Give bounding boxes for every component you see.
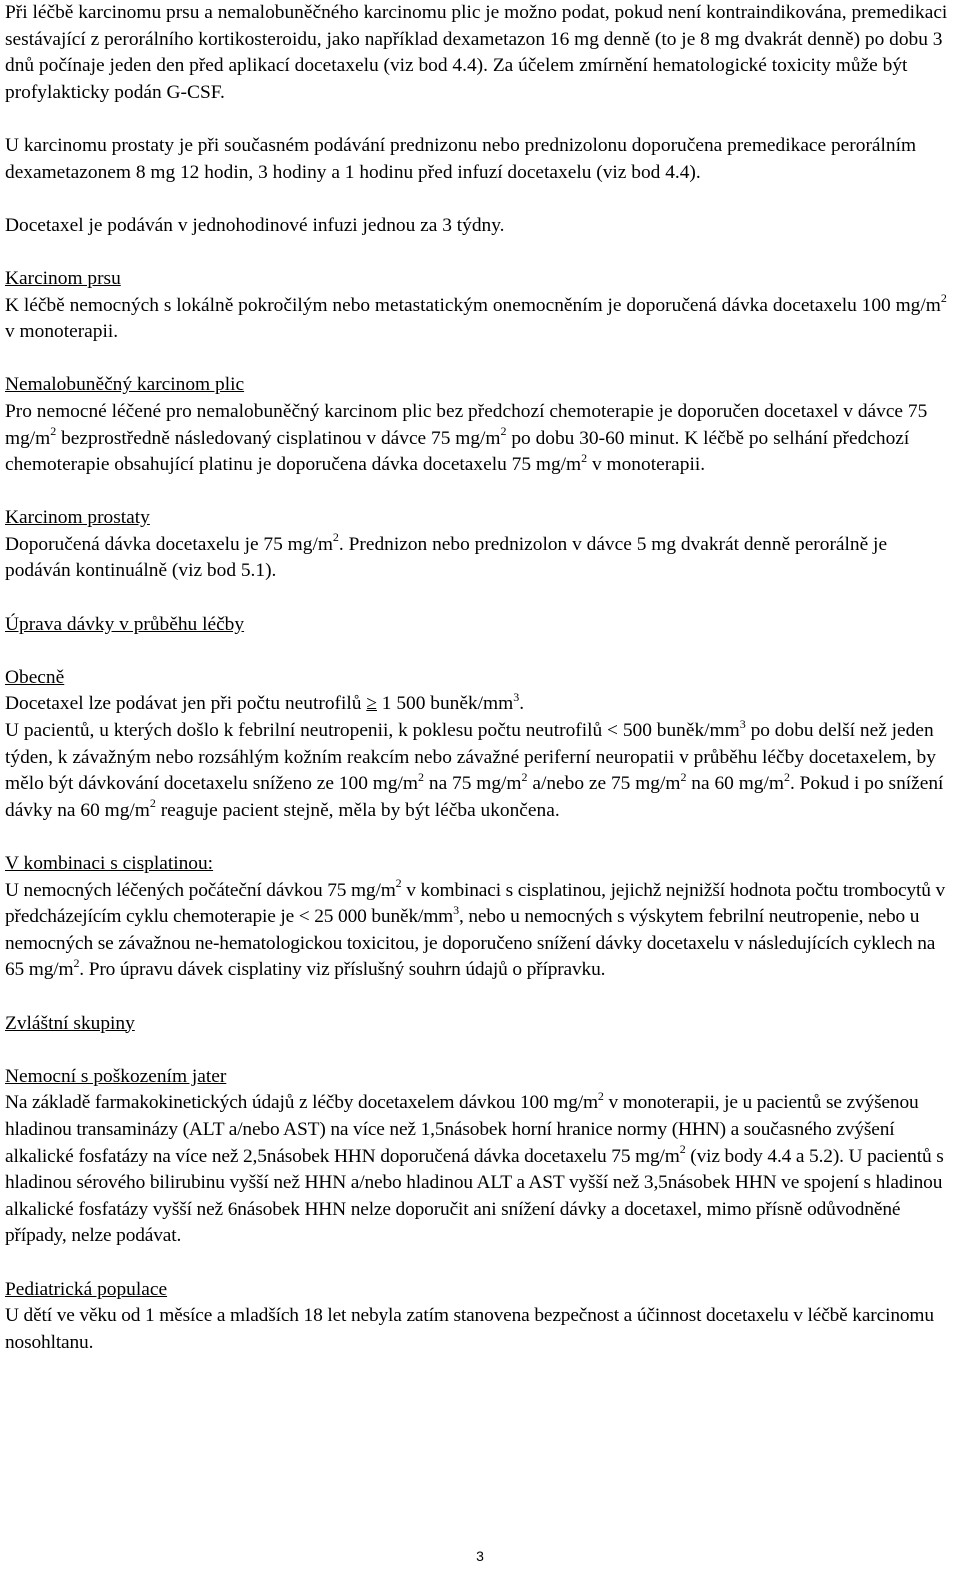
heading-prostate-cancer: Karcinom prostaty: [5, 507, 150, 529]
heading-nsclc: Nemalobuněčný karcinom plic: [5, 374, 245, 396]
page-number: 3: [476, 1548, 484, 1564]
paragraph-cisplatin-combination: U nemocných léčených počáteční dávkou 75 $mg/m^2$ v kombinaci s cisplatinou, jejichž nejnižší hodnota počtu trombocytů v předcházejícím cyklu chemoterapie je < 25 000 buněk/$mm^3$, nebo u nemocných s výskytem febrilní neutropenie, nebo u nemocných se závažnou ne-hematologickou toxicitou, je doporučeno snížení dávky docetaxelu v následujících cyklech na 65 $mg/m^2$. Pro úpravu dávek cisplatiny viz příslušný souhrn údajů o přípravku.: [5, 876, 945, 981]
paragraph-prostate-premedication: U karcinomu prostaty je při současném podávání prednizonu nebo prednizolonu doporučena premedikace perorálním dexametazonem 8 mg 12 hodin, 3 hodiny a 1 hodinu před infuzí docetaxelu (viz bod 4.4).: [5, 134, 917, 183]
heading-general: Obecně: [5, 666, 65, 688]
heading-dose-adjustment: Úprava dávky v průběhu léčby: [5, 613, 245, 635]
document-page: [5, 0, 953, 1356]
heading-special-groups: Zvláštní skupiny: [5, 1012, 135, 1034]
paragraph-general-reduction: U pacientů, u kterých došlo k febrilní neutropenii, k poklesu počtu neutrofilů < 500 buněk/$mm^3$ po dobu delší než jeden týden, k závažným nebo rozsáhlým kožním reakcím nebo závažné periferní neuropatii v průběhu léčby docetaxelem, by mělo být dávkování docetaxelu sníženo ze 100 $mg/m^2$ na 75 $mg/m^2$ a/nebo ze 75 $mg/m^2$ na 60 $mg/m^2$. Pokud i po snížení dávky na 60 $mg/m^2$ reaguje pacient stejně, měla by být léčba ukončena.: [5, 716, 944, 821]
paragraph-nsclc: Pro nemocné léčené pro nemalobuněčný karcinom plic bez předchozí chemoterapie je doporučen docetaxel v dávce 75 $mg/m^2$ bezprostředně následovaný cisplatinou v dávce 75 $mg/m^2$ po dobu 30-60 minut. K léčbě po selhání předchozí chemoterapie obsahující platinu je doporučena dávka docetaxelu 75 $mg/m^2$ v monoterapii.: [5, 400, 928, 476]
paragraph-general-neutrophils: Docetaxel lze podávat jen při počtu neutrofilů ≥ 1 500 buněk/$mm^3$.: [5, 689, 525, 715]
heading-cisplatin-combination: V kombinaci s cisplatinou:: [5, 853, 214, 874]
paragraph-hepatic-impairment: Na základě farmakokinetických údajů z léčby docetaxelem dávkou 100 $mg/m^2$ v monoterapii, je u pacientů se zvýšenou hladinou transaminázy (ALT a/nebo AST) na více než 1,5násobek horní hranice normy (HHN) a současného zvýšení alkalické fosfatázy na více než 2,5násobek HHN doporučená dávka docetaxelu 75 $mg/m^2$ (viz body 4.4 a 5.2). U pacientů s hladinou sérového bilirubinu vyšší než HHN a/nebo hladinou ALT a AST vyšší než 3,5násobek HHN ve spojení s hladinou alkalické fosfatázy vyšší než 6násobek HHN nelze doporučit ani snížení dávky a docetaxel, mimo přísně odůvodněné případy, nelze podávat.: [5, 1088, 944, 1247]
heading-hepatic-impairment: Nemocní s poškozením jater: [5, 1065, 227, 1087]
heading-breast-cancer: Karcinom prsu: [5, 267, 121, 289]
paragraph-infusion-schedule: Docetaxel je podáván v jednohodinové infuzi jednou za 3 týdny.: [5, 214, 505, 236]
paragraph-pediatric-population: U dětí ve věku od 1 měsíce a mladších 18 let nebyla zatím stanovena bezpečnost a účinnost docetaxelu v léčbě karcinomu nosohltanu.: [5, 1305, 934, 1353]
paragraph-breast-cancer: K léčbě nemocných s lokálně pokročilým nebo metastatickým onemocněním je doporučená dávka docetaxelu 100 $mg/m^2$ v monoterapii.: [5, 291, 947, 343]
paragraph-prostate-cancer: Doporučená dávka docetaxelu je 75 $mg/m^2$. Prednizon nebo prednizolon v dávce 5 mg dvakrát denně perorálně je podáván kontinuálně (viz bod 5.1).: [5, 530, 888, 582]
heading-pediatric-population: Pediatrická populace: [5, 1278, 168, 1300]
paragraph-premedication: Při léčbě karcinomu prsu a nemalobuněčného karcinomu plic je možno podat, pokud není kontraindikována, premedikaci sestávající z perorálního kortikosteroidu, jako například dexametazon 16 mg denně (to je 8 mg dvakrát denně) po dobu 3 dnů počínaje jeden den před aplikací docetaxelu (viz bod 4.4). Za účelem zmírnění hematologické toxicity může být profylakticky podán G-CSF.: [5, 2, 948, 103]
